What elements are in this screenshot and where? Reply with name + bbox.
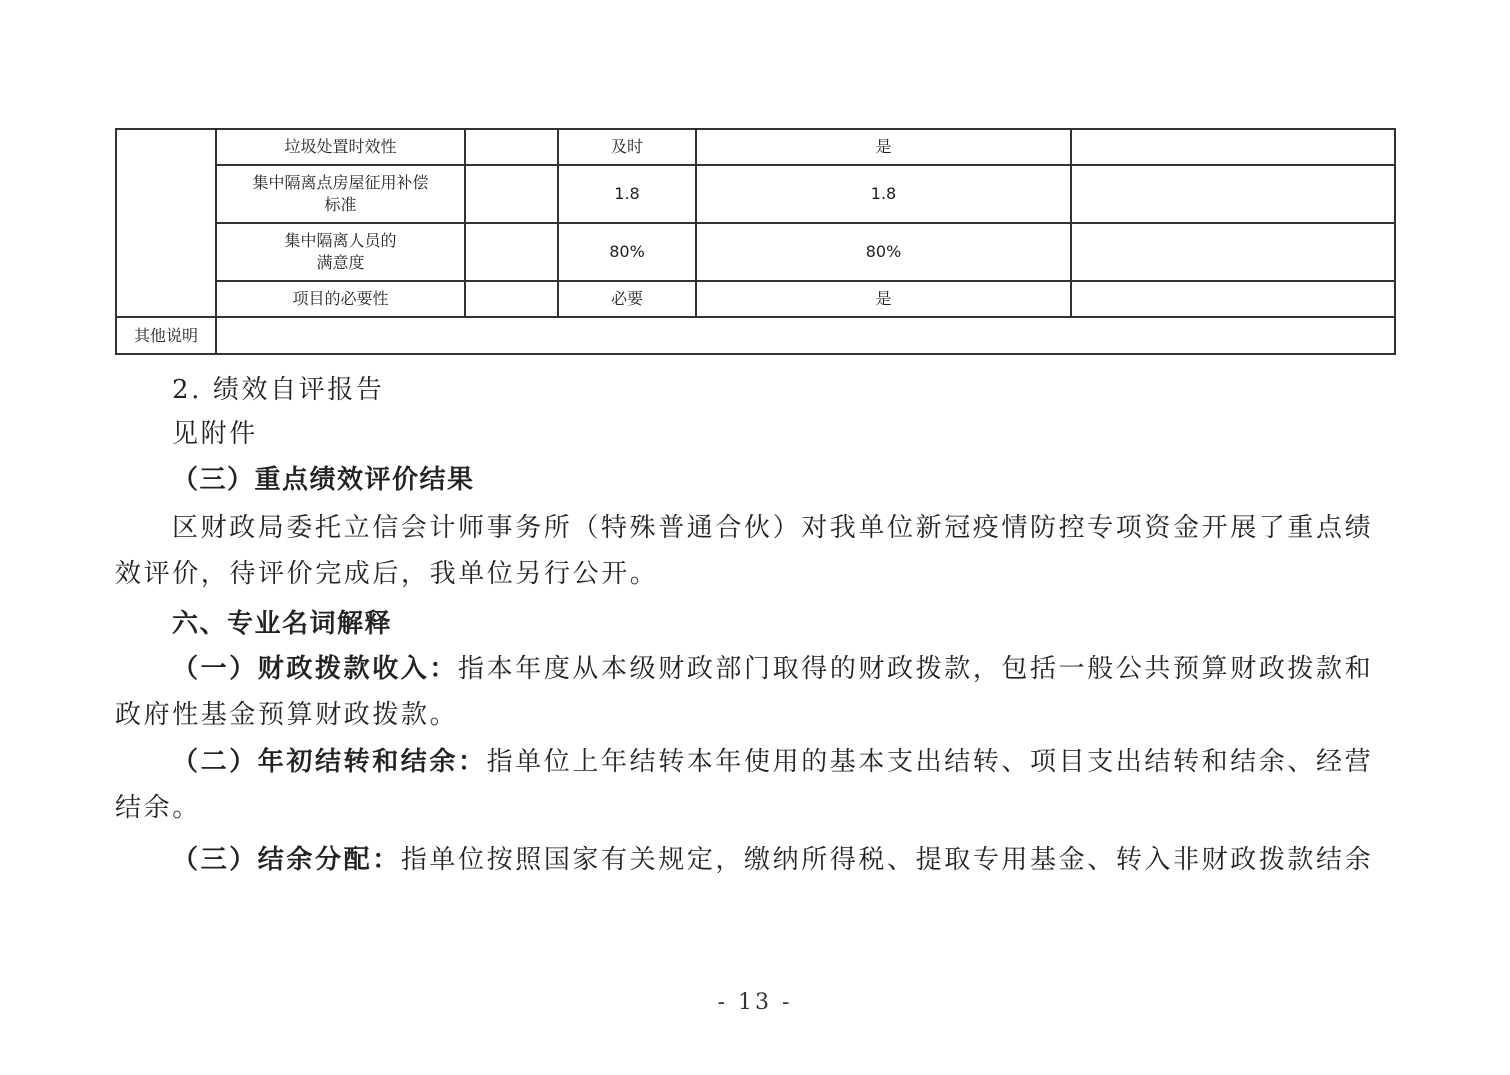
other-notes-value xyxy=(216,317,1395,354)
target-value-cell: 必要 xyxy=(558,281,696,317)
target-value-cell: 80% xyxy=(558,223,696,281)
indicator-cell: 集中隔离人员的 满意度 xyxy=(216,223,465,281)
term-item xyxy=(172,739,1387,785)
blank-cell xyxy=(465,165,558,223)
term-label: （三）结余分配： xyxy=(172,845,401,875)
actual-value-cell: 80% xyxy=(696,223,1071,281)
page-number: - 13 - xyxy=(717,990,793,1015)
other-notes-label: 其他说明 xyxy=(116,317,216,354)
term-definition: 指单位按照国家有关规定，缴纳所得税、提取专用基金、转入非财政拨款结余 xyxy=(400,845,1374,875)
term-definition-continued: 政府性基金预算财政拨款。 xyxy=(115,700,459,730)
indicator-cell: 集中隔离点房屋征用补偿 标准 xyxy=(216,165,465,223)
term-definition: 指单位上年结转本年使用的基本支出结转、项目支出结转和结余、经营 xyxy=(486,747,1374,777)
performance-indicator-table xyxy=(115,128,1394,355)
blank-cell xyxy=(465,129,558,165)
section-3-paragraph-line2: 效评价，待评价完成后，我单位另行公开。 xyxy=(115,559,659,589)
table-row xyxy=(116,165,1395,223)
term-item xyxy=(172,837,1387,883)
actual-value-cell: 是 xyxy=(696,129,1071,165)
target-value-cell: 及时 xyxy=(558,129,696,165)
term-item xyxy=(172,646,1387,692)
blank-cell xyxy=(465,281,558,317)
section-6-heading: 六、专业名词解释 xyxy=(172,609,393,639)
table-row-other xyxy=(116,317,1395,354)
category-cell xyxy=(116,129,216,317)
indicator-cell: 垃圾处置时效性 xyxy=(216,129,465,165)
section-2-body: 见附件 xyxy=(172,419,258,449)
indicator-cell: 项目的必要性 xyxy=(216,281,465,317)
note-cell xyxy=(1071,129,1395,165)
term-definition-continued: 结余。 xyxy=(115,793,201,823)
table-row xyxy=(116,223,1395,281)
section-3-heading: （三）重点绩效评价结果 xyxy=(172,465,475,495)
actual-value-cell: 是 xyxy=(696,281,1071,317)
table-row xyxy=(116,281,1395,317)
note-cell xyxy=(1071,165,1395,223)
term-label: （二）年初结转和结余： xyxy=(172,747,487,777)
term-definition: 指本年度从本级财政部门取得的财政拨款，包括一般公共预算财政拨款和 xyxy=(458,654,1374,684)
section-3-paragraph-line1: 区财政局委托立信会计师事务所（特殊普通合伙）对我单位新冠疫情防控专项资金开展了重点绩 xyxy=(172,513,1374,543)
actual-value-cell: 1.8 xyxy=(696,165,1071,223)
target-value-cell: 1.8 xyxy=(558,165,696,223)
table-row xyxy=(116,129,1395,165)
term-label: （一）财政拨款收入： xyxy=(172,654,459,684)
blank-cell xyxy=(465,223,558,281)
note-cell xyxy=(1071,281,1395,317)
section-2-heading: 2. 绩效自评报告 xyxy=(172,375,385,405)
note-cell xyxy=(1071,223,1395,281)
